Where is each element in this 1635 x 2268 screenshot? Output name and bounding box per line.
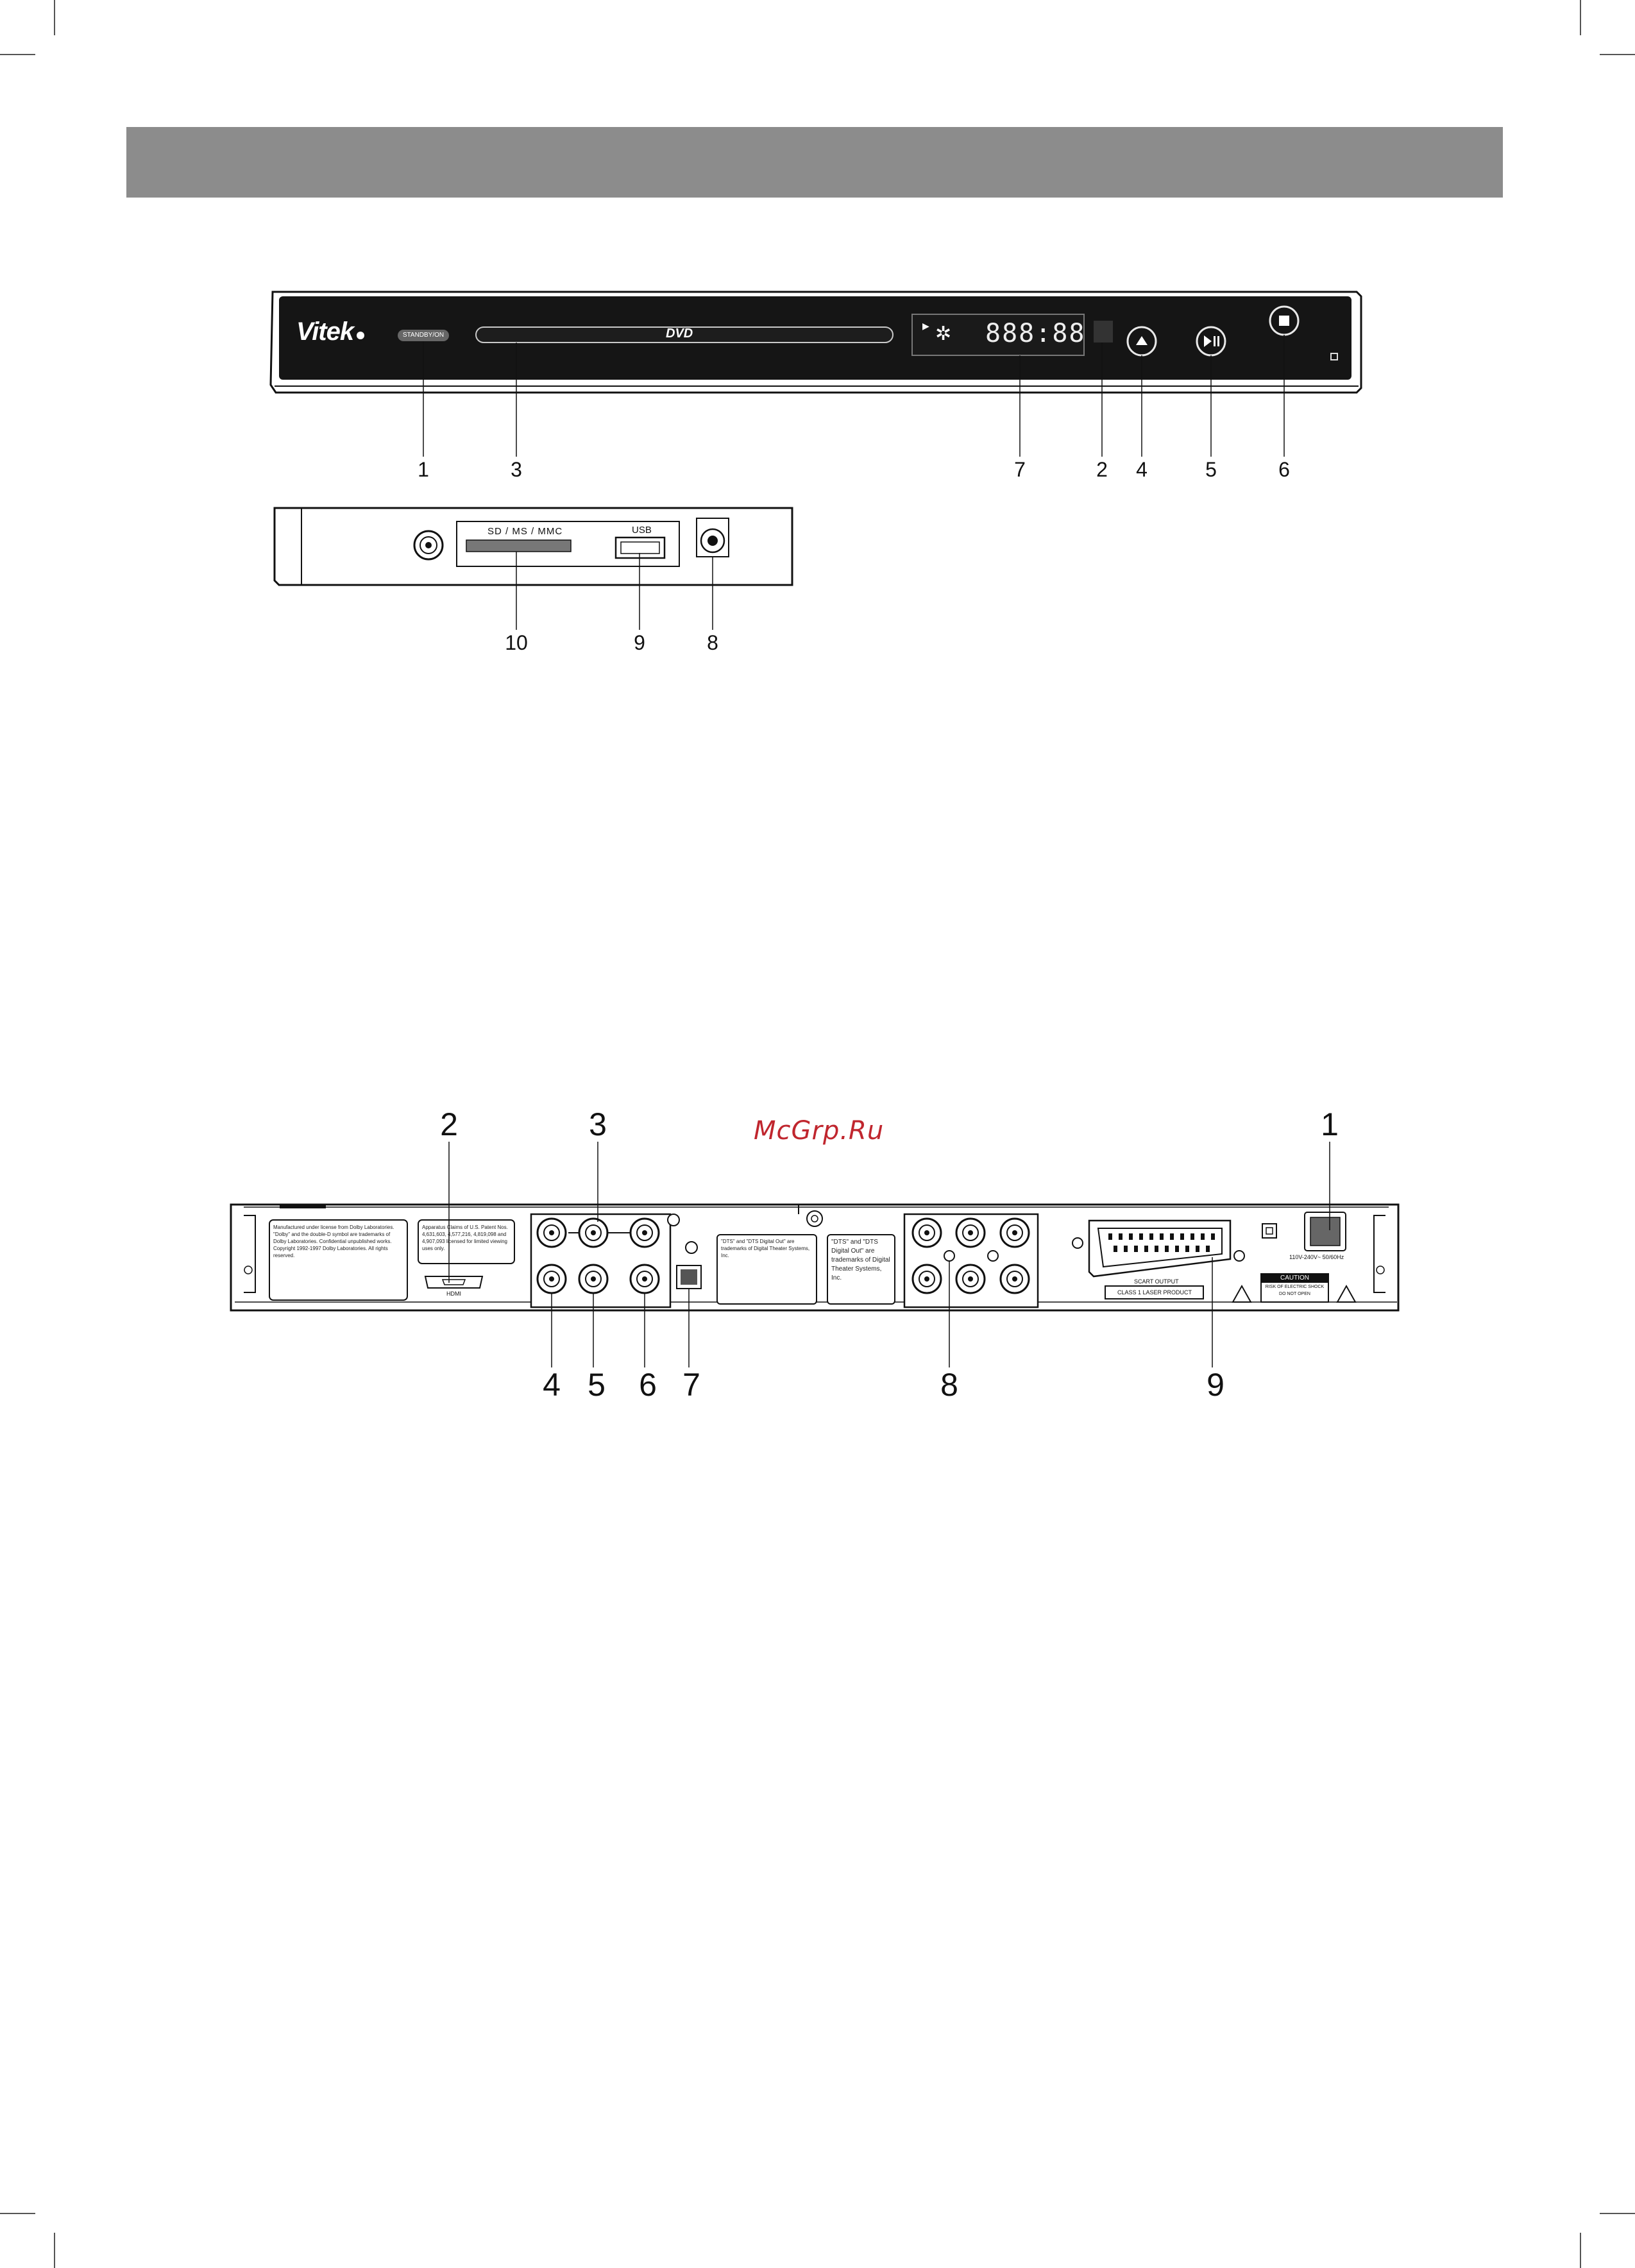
patent-notice: Apparatus Claims of U.S. Patent Nos. 4,631,603, 4,577,216, 4,819,098 and 4,907,093 licensed for limited viewing uses only. (422, 1224, 508, 1251)
callout-label: 5 (588, 1367, 606, 1403)
display-digits: 888:88 (985, 319, 1086, 348)
usb-label: USB (632, 525, 652, 536)
card-slot-label: SD / MS / MMC (487, 526, 563, 537)
standby-button[interactable]: STANDBY/ON (402, 332, 445, 339)
dolby-notice: Manufactured under license from Dolby Laboratories. "Dolby" and the double-D symbol are trademarks of Dolby Laboratories. Confidential unpublished works. Copyright 1992-1997 Dolby Laboratories. All rights reserved. (273, 1224, 394, 1258)
callout-label: 3 (511, 458, 522, 481)
callout-label: 4 (1136, 458, 1148, 481)
callout-label: 1 (1321, 1106, 1339, 1142)
callout-label: 7 (682, 1367, 700, 1403)
hdmi-label: HDMI (446, 1291, 461, 1297)
laser-label: CLASS 1 LASER PRODUCT (1117, 1289, 1192, 1296)
callout-label: 10 (505, 631, 528, 654)
callout-label: 8 (707, 631, 718, 654)
callout-label: 7 (1014, 458, 1026, 481)
callout-label: 1 (418, 458, 429, 481)
power-label: 110V-240V~ 50/60Hz (1289, 1254, 1344, 1260)
watermark: McGrp.Ru (754, 1116, 885, 1146)
callout-label: 8 (940, 1367, 958, 1403)
caution-title: CAUTION (1280, 1274, 1309, 1282)
disc-indicator-icon: ✲ (935, 323, 952, 344)
callout-label: 5 (1205, 458, 1217, 481)
callout-label: 2 (1096, 458, 1108, 481)
callout-label: 6 (639, 1367, 657, 1403)
callout-label: 9 (1207, 1367, 1224, 1403)
dts-notice: "DTS" and "DTS Digital Out" are trademarks of Digital Theater Systems, Inc. (721, 1239, 810, 1258)
disc-tray-label: DVD (666, 326, 693, 341)
callout-label: 4 (543, 1367, 561, 1403)
scart-label: SCART OUTPUT (1134, 1278, 1179, 1285)
callout-label: 2 (440, 1106, 458, 1142)
callout-label: 6 (1278, 458, 1290, 481)
play-indicator-icon: ▶ (922, 321, 929, 331)
dts-notice: "DTS" and "DTS Digital Out" are trademarks of Digital Theater Systems, Inc. (831, 1239, 890, 1282)
caution-line: DO NOT OPEN (1279, 1292, 1310, 1296)
callout-label: 9 (634, 631, 645, 654)
caution-line: RISK OF ELECTRIC SHOCK (1265, 1285, 1325, 1289)
callout-label: 3 (589, 1106, 607, 1142)
brand-logo: Vitek (296, 317, 354, 346)
